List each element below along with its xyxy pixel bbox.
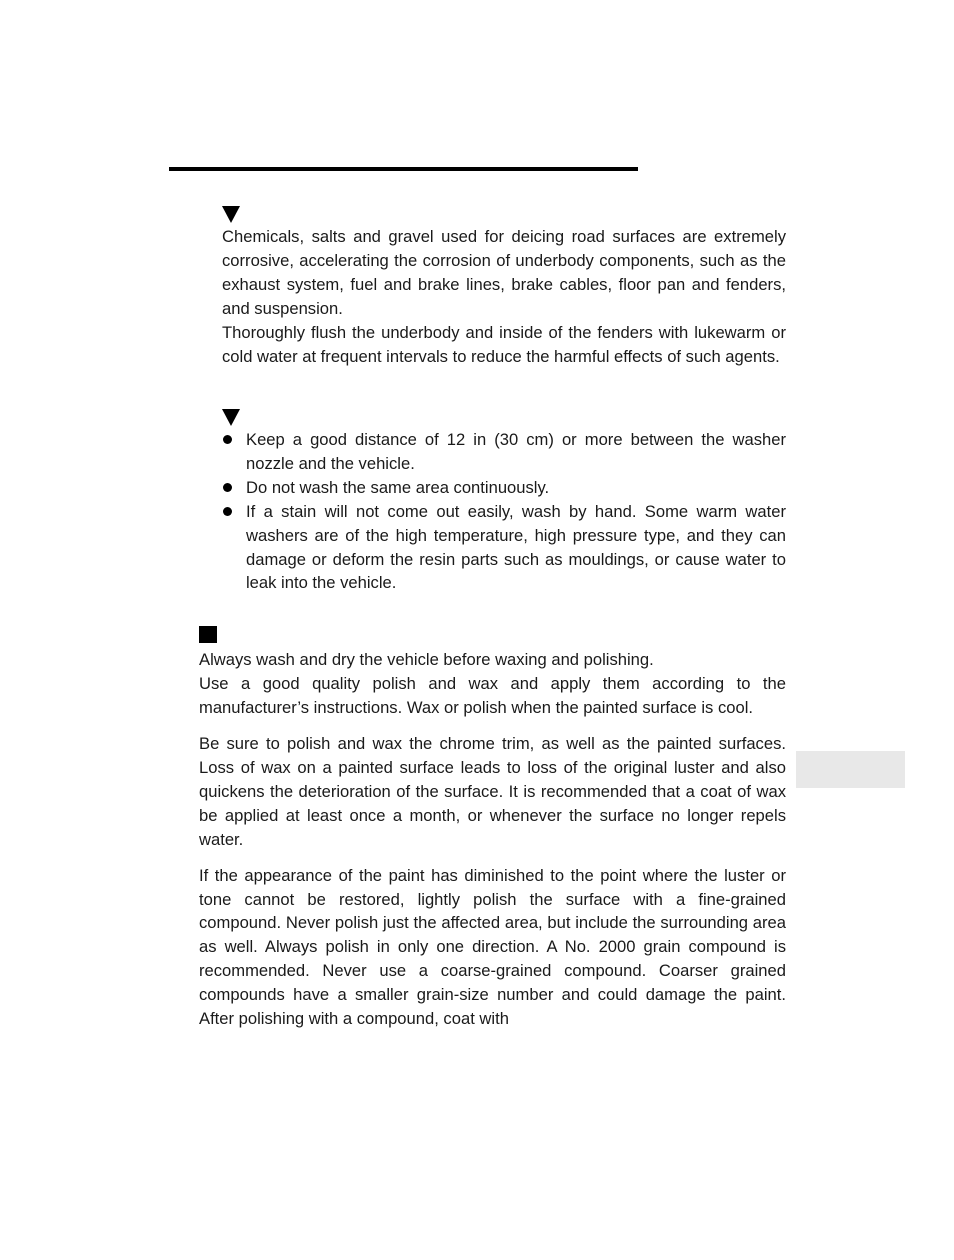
bullet-icon xyxy=(223,435,232,444)
caution-triangle-icon xyxy=(222,206,240,223)
list-item xyxy=(222,428,786,476)
section-square-icon xyxy=(199,626,217,643)
top-rule xyxy=(169,167,638,171)
notice-triangle-icon xyxy=(222,409,240,426)
bullet-text-1: Keep a good distance of 12 in (30 cm) or more between the washer nozzle and the vehicle. xyxy=(246,430,786,473)
list-item xyxy=(222,476,786,500)
caution-paragraph-2: Thoroughly flush the underbody and inside of the fenders with lukewarm or cold water at frequent intervals to reduce the harmful effects of such agents. xyxy=(222,322,786,366)
waxing-paragraph-1: Always wash and dry the vehicle before waxing and polishing. xyxy=(199,650,654,669)
list-item xyxy=(222,500,786,596)
bullet-icon xyxy=(223,483,232,492)
waxing-paragraph-4: If the appearance of the paint has diminished to the point where the luster or tone cannot be restored, lightly polish the surface with a fine-grained compound. Never polish just the affected area, but include the surrounding area as well. Always polish in only one direction. A No. 2000 grain compound is recommended. Never use a coarse-grained compound. Coarser grained compounds have a smaller grain-size number and could damage the paint. After polishing with a compound, coat with xyxy=(199,865,786,1029)
bullet-text-3: If a stain will not come out easily, wash by hand. Some warm water washers are of the high temperature, high pressure type, and they can damage or deform the resin parts such as mouldings, or cause water to leak into the vehicle. xyxy=(246,501,786,593)
chapter-tab xyxy=(796,751,905,788)
bullet-text-2: Do not wash the same area continuously. xyxy=(246,477,550,497)
caution-paragraph-1: Chemicals, salts and gravel used for deicing road surfaces are extremely corrosive, accelerating the corrosion of underbody components, such as the exhaust system, fuel and brake lines, brake cables, floor pan and fenders, and suspension. xyxy=(222,227,786,318)
waxing-paragraph-3: Be sure to polish and wax the chrome trim, as well as the painted surfaces. Loss of wax on a painted surface leads to loss of the original luster and also quickens the deterioration of the surface. It is recommended that a coat of wax be applied at least once a month, or whenever the surface no longer repels water. xyxy=(199,733,786,849)
waxing-text xyxy=(199,648,786,1031)
bullet-icon xyxy=(223,507,232,516)
caution-text xyxy=(222,225,786,368)
notice-list xyxy=(222,428,786,595)
waxing-paragraph-2: Use a good quality polish and wax and apply them according to the manufacturer’s instructions. Wax or polish when the painted surface is cool. xyxy=(199,673,786,717)
